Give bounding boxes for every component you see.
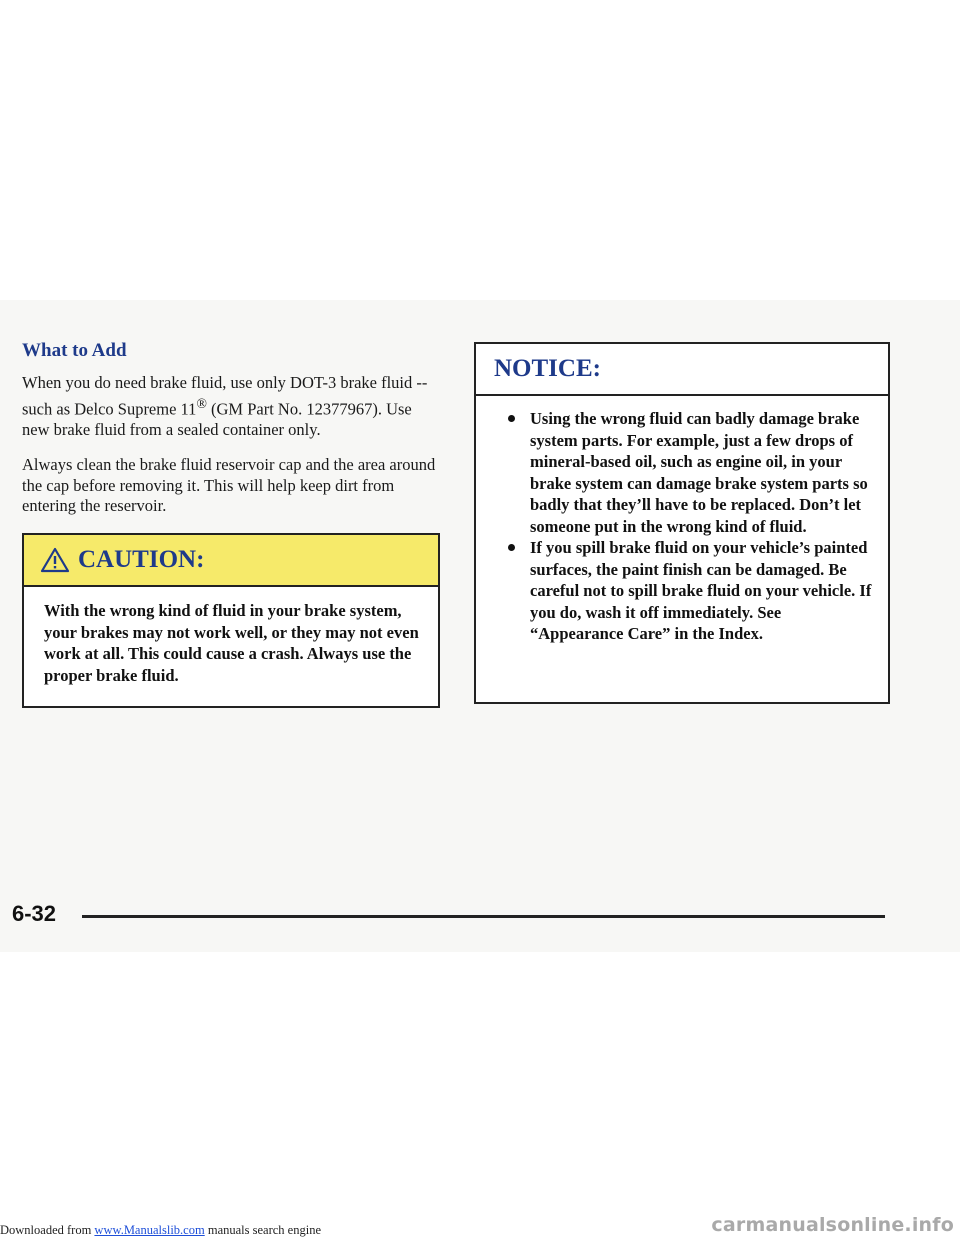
caution-title: CAUTION: bbox=[78, 546, 205, 573]
bullet-icon bbox=[508, 415, 515, 422]
section-heading: What to Add bbox=[22, 340, 127, 361]
registered-mark: ® bbox=[196, 395, 207, 411]
manualslib-link[interactable]: www.Manualslib.com bbox=[94, 1223, 205, 1237]
notice-title: NOTICE: bbox=[476, 344, 888, 396]
caution-text: With the wrong kind of fluid in your brake system, your brakes may not work well, or they may not even work at all. This could cause a crash. Always use the proper brake fluid. bbox=[44, 601, 419, 685]
download-credit: Downloaded from www.Manualslib.com manuals search engine bbox=[0, 1223, 321, 1237]
footer-rule bbox=[82, 915, 885, 918]
notice-list bbox=[476, 396, 888, 645]
paragraph-fluid-type: When you do need brake fluid, use only DOT-3 brake fluid -- such as Delco Supreme 11® (GM Part No. 12377967). Use new brake fluid from a sealed container only. bbox=[22, 373, 428, 439]
bullet-icon bbox=[508, 544, 515, 551]
caution-header bbox=[24, 535, 438, 587]
caution-box bbox=[22, 533, 440, 708]
notice-box bbox=[474, 342, 890, 704]
warning-triangle-icon bbox=[40, 547, 70, 573]
notice-item: Using the wrong fluid can badly damage brake system parts. For example, just a few drops of mineral-based oil, such as engine oil, in your brake system can damage brake system parts so badly that they’ll have to be replaced. Don’t let someone put in the wrong kind of fluid. bbox=[496, 408, 872, 537]
paragraph-clean-cap: Always clean the brake fluid reservoir cap and the area around the cap before removing it. This will help keep dirt from entering the reservoir. bbox=[22, 455, 436, 515]
page-number: 6-32 bbox=[12, 901, 57, 926]
site-watermark: carmanualsonline.info bbox=[711, 1214, 954, 1236]
notice-item: If you spill brake fluid on your vehicle’s painted surfaces, the paint finish can be damaged. Be careful not to spill brake fluid on your vehicle. If you do, wash it off immediately. See “Appearance Care” in the Index. bbox=[496, 537, 872, 645]
